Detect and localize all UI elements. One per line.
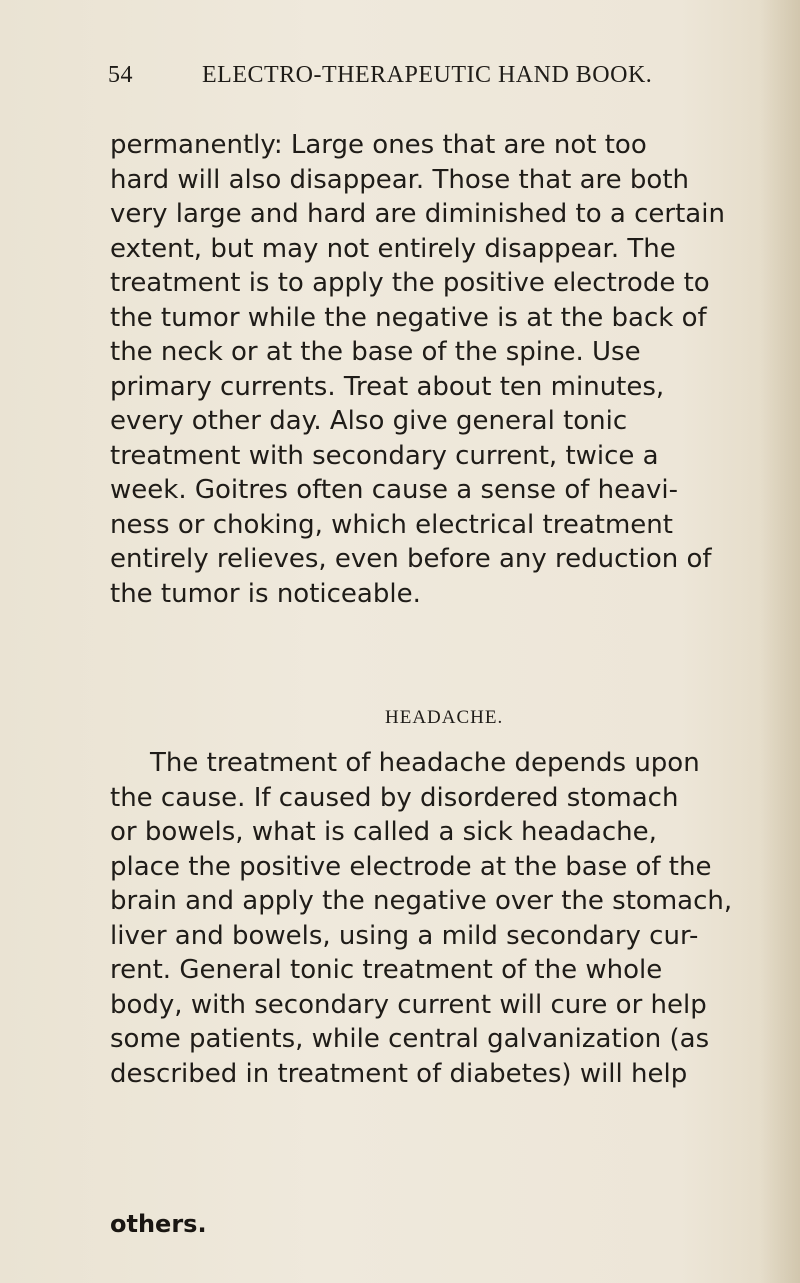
- text-line: rent. General tonic treatment of the whole: [110, 955, 663, 985]
- running-head-title: ELECTRO-THERAPEUTIC HAND BOOK.: [202, 62, 653, 88]
- text-line: brain and apply the negative over the stomach,: [110, 886, 733, 916]
- text-line: The treatment of headache depends upon: [150, 748, 700, 778]
- text-line: the neck or at the base of the spine. Use: [110, 337, 641, 367]
- text-line: extent, but may not entirely disappear. The: [110, 233, 676, 264]
- text-line: place the positive electrode at the base of the: [110, 851, 712, 882]
- text-line: liver and bowels, using a mild secondary cur-: [110, 920, 699, 951]
- page-number: 54: [108, 62, 133, 88]
- running-head: [108, 62, 768, 92]
- section-heading-headache: HEADACHE.: [385, 707, 504, 728]
- text-line: ness or choking, which electrical treatment: [110, 509, 673, 540]
- text-line: described in treatment of diabetes) will help: [110, 1058, 688, 1089]
- text-line: very large and hard are diminished to a certain: [110, 199, 725, 229]
- text-line: some patients, while central galvanization (as: [110, 1024, 710, 1054]
- text-line: treatment is to apply the positive electrode to: [110, 268, 710, 298]
- paragraph-headache-treatment: [110, 746, 800, 1091]
- text-line: hard will also disappear. Those that are both: [110, 164, 689, 195]
- text-line: primary currents. Treat about ten minutes,: [110, 371, 665, 402]
- text-line: entirely relieves, even before any reduction of: [110, 544, 712, 574]
- text-line: treatment with secondary current, twice a: [110, 440, 659, 471]
- text-line: week. Goitres often cause a sense of heavi-: [110, 475, 679, 505]
- text-line: or bowels, what is called a sick headache,: [110, 817, 657, 847]
- text-line: permanently: Large ones that are not too: [110, 130, 647, 160]
- last-word-smudged: others.: [110, 1210, 207, 1238]
- text-line: the tumor while the negative is at the back of: [110, 302, 707, 333]
- text-line: the cause. If caused by disordered stomach: [110, 782, 679, 813]
- text-line: the tumor is noticeable.: [110, 578, 421, 609]
- text-line: every other day. Also give general tonic: [110, 406, 628, 436]
- paragraph-goitre-treatment: [110, 128, 800, 611]
- text-line: body, with secondary current will cure or help: [110, 989, 707, 1020]
